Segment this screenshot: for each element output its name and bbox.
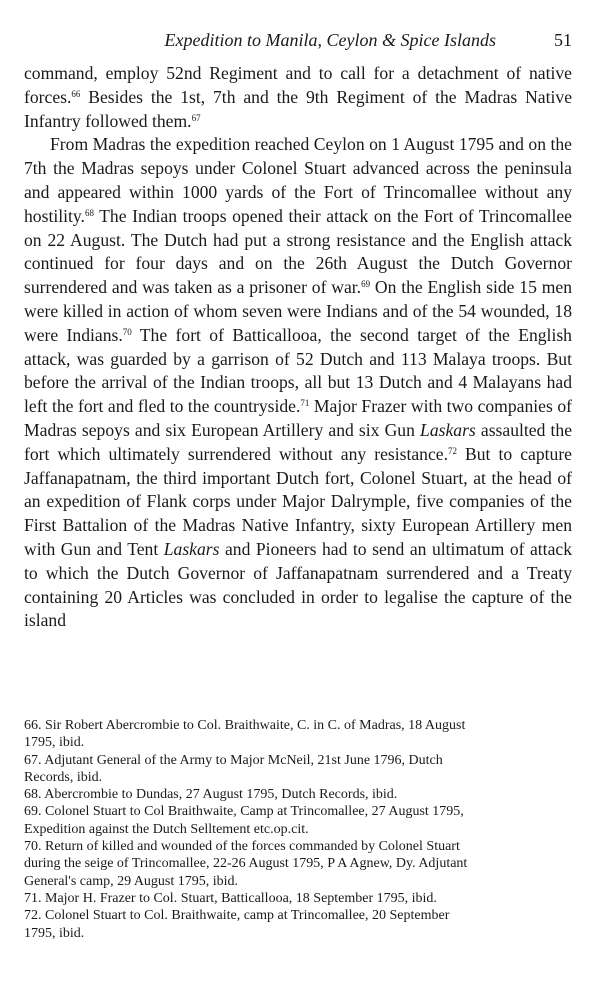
footnote-ref: 72 [447,445,457,456]
footnote-line: during the seige of Trincomallee, 22-26 August 1795, P A Agnew, Dy. Adjutant [24,856,468,872]
running-header [24,30,572,54]
footnote-line: 67. Adjutant General of the Army to Major McNeil, 21st June 1796, Dutch [24,752,443,768]
footnote-ref: 67 [191,112,201,123]
footnote-line: 71. Major H. Frazer to Col. Stuart, Batticallooa, 18 September 1795, ibid. [24,890,437,906]
paragraph: From Madras the expedition reached Ceylon on 1 August 1795 and on the 7th the Madras sepoys under Colonel Stuart advanced across the peninsula and appeared within 1000 yards of the Fort of Trincomallee without any hostility.$^{68}$ The Indian troops opened their attack on the Fort of Trincomallee on 22 August. The Dutch had put a strong resistance and the English attack continued for four days and on the 26th August the Dutch Governor surrendered and was taken as a prisoner of war.$^{69}$ On the English side 15 men were killed in action of whom seven were Indians and of the 54 wounded, 18 were Indians.$^{70}$ The fort of Batticallooa, the second target of the English attack, was guarded by a garrison of 52 Dutch and 113 Malaya troops. But before the arrival of the Indian troops, all but 13 Dutch and 4 Malayans had left the fort and fled to the countryside.$^{71}$ Major Frazer with two companies of Madras sepoys and six European Artillery and six Gun Laskars assaulted the fort which ultimately surrendered without any resistance.$^{72}$ But to capture Jaffanapatnam, the third important Dutch fort, Colonel Stuart, at the head of an expedition of Flank corps under Major Dalrymple, five companies of the First Battalion of the Madras Native Infantry, sixty European Artillery men with Gun and Tent Laskars and Pioneers had to send an ultimatum of attack to which the Dutch Governor of Jaffanapatnam surrendered and a Treaty containing 20 Articles was concluded in order to legalise the capture of the island [24,134,573,631]
footnote-line: 69. Colonel Stuart to Col Braithwaite, Camp at Trincomallee, 27 August 1795, [24,804,464,820]
running-title: Expedition to Manila, Ceylon & Spice Islands [164,30,496,50]
footnote-line: 70. Return of killed and wounded of the forces commanded by Colonel Stuart [24,839,460,855]
footnote [24,752,572,787]
footnote-line: 66. Sir Robert Abercrombie to Col. Braithwaite, C. in C. of Madras, 18 August [24,718,466,733]
italic-term: Laskars [420,419,476,440]
footnote [24,890,572,907]
footnote [24,803,572,838]
footnote-ref: 66 [71,88,81,99]
footnote [24,717,572,752]
page-number: 51 [554,30,572,50]
footnote-line: 1795, ibid. [24,925,85,941]
body-text [24,62,572,633]
footnote-ref: 71 [300,398,310,409]
footnote-line: 68. Abercrombie to Dundas, 27 August 1795, Dutch Records, ibid. [24,787,398,803]
footnotes-section [24,717,572,942]
footnote-line: 1795, ibid. [24,735,85,751]
footnote [24,838,572,890]
italic-term: Laskars [163,538,220,559]
footnote [24,907,572,942]
footnote-line: 72. Colonel Stuart to Col. Braithwaite, camp at Trincomallee, 20 September [24,908,450,924]
footnote [24,786,572,803]
footnote-ref: 69 [361,279,371,290]
footnote-line: Expedition against the Dutch Selltement etc.op.cit. [24,821,309,837]
footnote-line: Records, ibid. [24,769,103,785]
footnote-ref: 68 [84,207,94,218]
footnote-ref: 70 [122,326,132,337]
paragraph: command, employ 52nd Regiment and to call for a detachment of native forces.$^{66}$ Besides the 1st, 7th and the 9th Regiment of the Madras Native Infantry followed them.$^{67}$ [24,63,572,131]
footnote-line: General's camp, 29 August 1795, ibid. [24,873,239,889]
